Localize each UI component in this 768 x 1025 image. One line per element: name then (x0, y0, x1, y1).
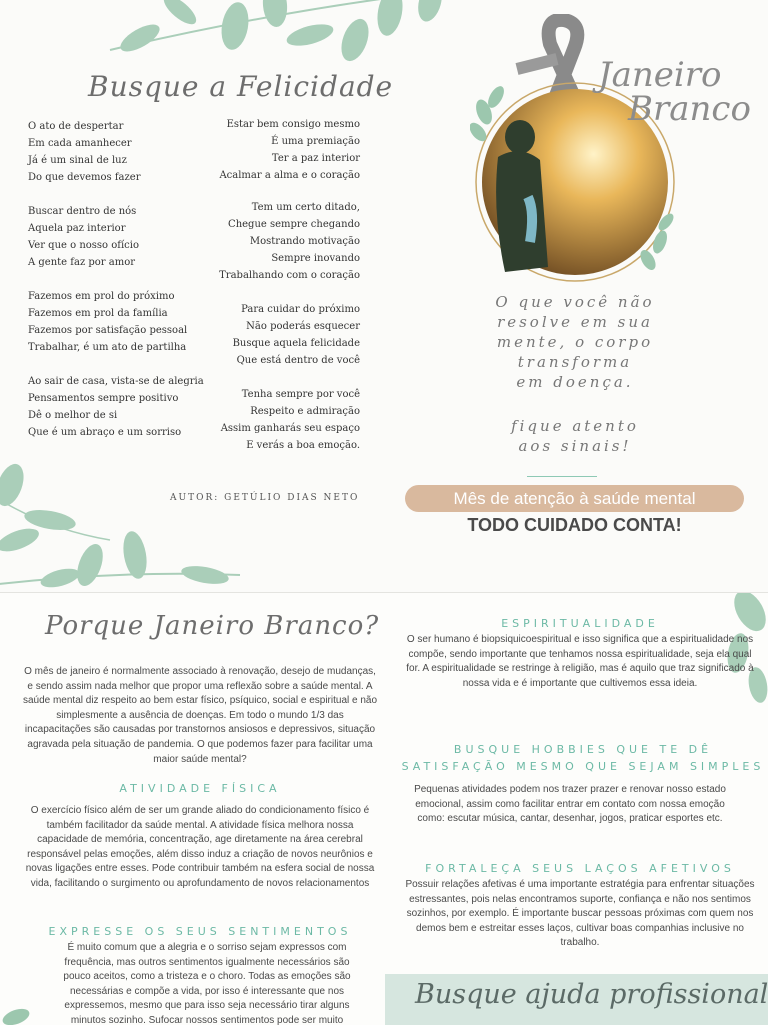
leaf-branch-top-decoration (100, 0, 460, 80)
poem-line: Tenha sempre por você (241, 389, 360, 400)
quote-text (480, 292, 670, 392)
poem-left-column (28, 118, 204, 458)
section-heading: BUSQUE HOBBIES QUE TE DÊ SATISFAÇÃO MESMO QUE SEJAM SIMPLES (401, 743, 765, 773)
quote-line: em doença. (516, 373, 634, 391)
cta-heading: TODO CUIDADO CONTA! (467, 515, 682, 535)
section-paragraph: Possuir relações afetivas é uma importante estratégia para enfrentar situações estressantes, pois nelas encontramos suporte, confiança e não nos sentimos sozinhos, por exemplo. É importante buscar pessoas próximas com quem nos demos bem e estreitar esses laços, cultivar boas companhias inclusive no trabalho. (405, 879, 755, 949)
campaign-title-line: Branco (628, 89, 751, 129)
section-heading: FORTALEÇA SEUS LAÇOS AFETIVOS (425, 862, 735, 875)
poem-author: AUTOR: GETÚLIO DIAS NETO (170, 493, 360, 503)
quote-line: mente, o corpo (496, 333, 654, 351)
poem-line: Buscar dentro de nós (28, 206, 137, 217)
poem-line: Fazemos em prol da família (28, 308, 168, 319)
poem-line: Em cada amanhecer (28, 138, 132, 149)
poem-title: Busque a Felicidade (88, 70, 394, 103)
poem-line: Chegue sempre chegando (228, 219, 360, 230)
poem-line: Estar bem consigo mesmo (226, 119, 360, 130)
campaign-title-line: Janeiro (598, 55, 722, 95)
quote-line: fique atento (511, 417, 639, 435)
poem-line: Assim ganharás seu espaço (220, 423, 360, 434)
quote-line: O que você não (495, 293, 655, 311)
poem-stanza (200, 199, 360, 284)
poem-line: Ver que o nosso ofício (28, 240, 139, 251)
poem-line: O ato de despertar (28, 121, 124, 132)
section-heading: ESPIRITUALIDADE (501, 617, 659, 630)
poem-line: Fazemos por satisfação pessoal (28, 325, 188, 336)
poem-line: Respeito e admiração (250, 406, 360, 417)
poem-line: Que está dentro de você (236, 355, 360, 366)
poem-line: Do que devemos fazer (28, 172, 141, 183)
poem-stanza (28, 203, 204, 271)
section-heading: EXPRESSE OS SEUS SENTIMENTOS (48, 925, 352, 938)
poem-line: Trabalhar, é um ato de partilha (28, 342, 187, 353)
poem-line: Acalmar a alma e o coração (219, 170, 360, 181)
poem-line: Dê o melhor de si (28, 410, 118, 421)
intro-paragraph: O mês de janeiro é normalmente associado à renovação, desejo de mudanças, e sendo assim nada melhor que propor uma reflexão sobre a saúde mental. A saúde mental diz respeito ao bem estar físico, psíquico, social e espiritual e não simplesmente a ausência de doenças. Em todo o mundo 1/3 das incapacitações são causadas por transtornos ansiosos e depressivos, situação agravada pela situação de pandemia. O que podemos fazer para facilitar uma maior saúde mental? (22, 666, 378, 765)
section-paragraph: Pequenas atividades podem nos trazer prazer e renovar nosso estado emocional, assim como facilitar entrar em contato com nossa emoção como: escutar música, cantar, desenhar, jogos, praticar esportes etc. (414, 784, 726, 825)
poem-line: Trabalhando com o coração (219, 270, 360, 281)
poem-line: A gente faz por amor (28, 257, 136, 268)
poem-line: Para cuidar do próximo (241, 304, 360, 315)
section-paragraph: O ser humano é biopsiquicoespiritual e isso significa que a espiritualidade nos compõe, sendo importante que tenhamos nossa espiritualidade, seja ela qual for. A espiritualidade se restringe à religião, mas é aquilo que traz significado à nossa vida e é importante que cultivemos essa ideia. (406, 634, 754, 689)
face-mask (528, 197, 532, 242)
awareness-pill: Mês de atenção à saúde mental (405, 485, 744, 512)
poem-stanza (28, 288, 204, 356)
poem-line: Ter a paz interior (271, 153, 360, 164)
section-paragraph: É muito comum que a alegria e o sorriso sejam expressos com frequência, mas outros sentimentos igualmente necessários são pouco aceitos, como a tristeza e o choro. Todas as emoções são necessárias e compõe a vida, por isso é interessante que nos expressemos, mesmo que para isso seja necessário tirar alguns minutos sozinho. Sufocar nossos sentimentos pode ser muito (63, 942, 351, 1025)
poem-stanza (200, 386, 360, 454)
poem-line: Não poderás esquecer (246, 321, 360, 332)
poem-line: Busque aquela felicidade (232, 338, 360, 349)
flyer-inside-page (0, 592, 768, 1025)
divider (527, 476, 597, 477)
poem-stanza (200, 116, 360, 184)
section-paragraph: O exercício físico além de ser um grande aliado do condicionamento físico é também facilitador da saúde mental. A atividade física melhora nossa capacidade de memória, concentração, age diretamente na área cerebral responsável pelas emoções, além disso induz a criação de novos neurônios e novas ligações entre esses. Pode contribuir também na esfera social de nossa vida, facilitando o surgimento ou aprofundamento de novos relacionamentos (25, 805, 375, 889)
poem-line: Ao sair de casa, vista-se de alegria (28, 376, 204, 387)
quote-line: resolve em sua (497, 313, 653, 331)
campaign-title (598, 55, 751, 129)
quote-line: transforma (517, 353, 633, 371)
poem-right-column (200, 116, 360, 471)
poem-line: Sempre inovando (271, 253, 360, 264)
poem-line: Já é um sinal de luz (28, 155, 127, 166)
leaf-small-decoration (0, 1003, 40, 1025)
poem-line: Tem um certo ditado, (251, 202, 360, 213)
quote-line: aos sinais! (518, 437, 632, 455)
section-main-title: Porque Janeiro Branco? (45, 611, 380, 641)
quote-warning (480, 416, 670, 456)
poem-line: Mostrando motivação (249, 236, 360, 247)
poem-line: Aquela paz interior (28, 223, 126, 234)
poem-stanza (200, 301, 360, 369)
poem-line: E verás a boa emoção. (246, 440, 360, 451)
poem-line: Fazemos em prol do próximo (28, 291, 175, 302)
poem-line: Pensamentos sempre positivo (28, 393, 179, 404)
poem-line: É uma premiação (271, 136, 360, 147)
help-banner-title: Busque ajuda profissional (415, 979, 768, 1010)
poem-stanza (28, 118, 204, 186)
poem-line: Que é um abraço e um sorriso (28, 427, 182, 438)
poem-stanza (28, 373, 204, 441)
section-heading: ATIVIDADE FÍSICA (119, 782, 281, 795)
leaf-branch-bottom-decoration (0, 460, 250, 592)
